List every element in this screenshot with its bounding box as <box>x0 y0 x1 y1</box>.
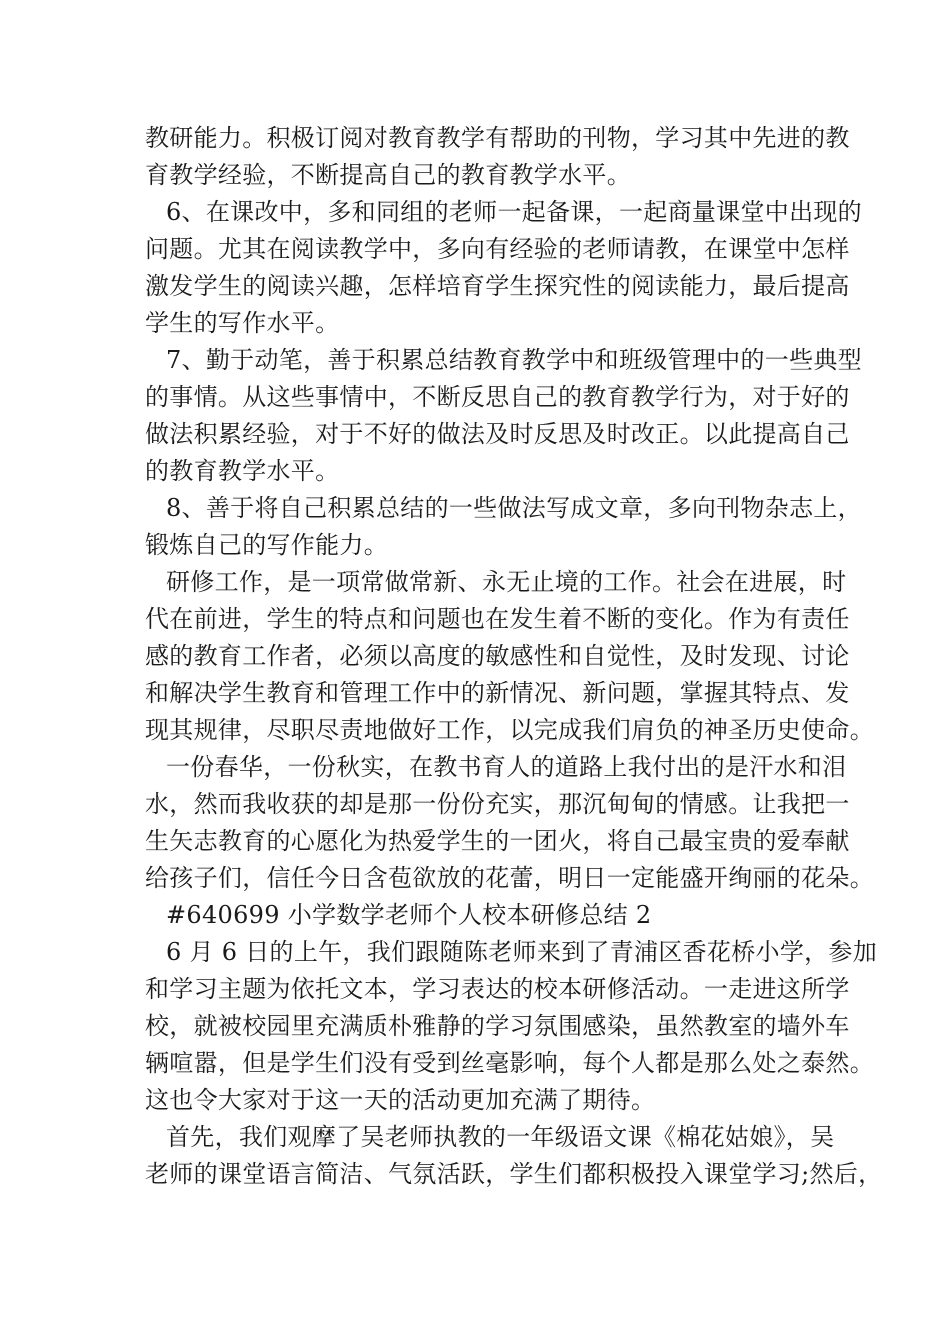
text-line: 首先，我们观摩了吴老师执教的一年级语文课《棉花姑娘》，吴 <box>166 1123 835 1151</box>
text-line: 这也令大家对于这一天的活动更加充满了期待。 <box>145 1086 656 1114</box>
text-line: 现其规律，尽职尽责地做好工作，以完成我们肩负的神圣历史使命。 <box>145 716 874 744</box>
text-line: 给孩子们，信任今日含苞欲放的花蕾，明日一定能盛开绚丽的花朵。 <box>145 864 874 892</box>
text-line: 的教育教学水平。 <box>145 457 340 485</box>
text-line: 一份春华，一份秋实，在教书育人的道路上我付出的是汗水和泪 <box>166 753 847 781</box>
text-line: 6 月 6 日的上午，我们跟随陈老师来到了青浦区香花桥小学，参加 <box>166 938 878 966</box>
text-line: 做法积累经验，对于不好的做法及时反思及时改正。以此提高自己 <box>145 420 850 448</box>
text-line: 和学习主题为依托文本，学习表达的校本研修活动。一走进这所学 <box>145 975 850 1003</box>
text-line: 8、善于将自己积累总结的一些做法写成文章，多向刊物杂志上， <box>166 494 862 522</box>
text-line: 辆喧嚣，但是学生们没有受到丝毫影响，每个人都是那么处之泰然。 <box>145 1049 874 1077</box>
text-line: 感的教育工作者，必须以高度的敏感性和自觉性，及时发现、讨论 <box>145 642 850 670</box>
text-line: 的事情。从这些事情中，不断反思自己的教育教学行为，对于好的 <box>145 383 850 411</box>
section-heading: #640699 小学数学老师个人校本研修总结 2 <box>166 901 652 929</box>
text-line: 生矢志教育的心愿化为热爱学生的一团火，将自己最宝贵的爱奉献 <box>145 827 850 855</box>
text-line: 问题。尤其在阅读教学中，多向有经验的老师请教，在课堂中怎样 <box>145 235 850 263</box>
text-line: 老师的课堂语言简洁、气氛活跃，学生们都积极投入课堂学习;然后， <box>145 1160 883 1188</box>
text-line: 6、在课改中，多和同组的老师一起备课，一起商量课堂中出现的 <box>166 198 862 226</box>
text-line: 激发学生的阅读兴趣，怎样培育学生探究性的阅读能力，最后提高 <box>145 272 850 300</box>
text-line: 教研能力。积极订阅对教育教学有帮助的刊物，学习其中先进的教 <box>145 124 850 152</box>
text-line: 学生的写作水平。 <box>145 309 340 337</box>
text-line: 育教学经验，不断提高自己的教育教学水平。 <box>145 161 631 189</box>
text-line: 校，就被校园里充满质朴雅静的学习氛围感染，虽然教室的墙外车 <box>145 1012 850 1040</box>
text-line: 研修工作，是一项常做常新、永无止境的工作。社会在进展，时 <box>166 568 847 596</box>
text-line: 和解决学生教育和管理工作中的新情况、新问题，掌握其特点、发 <box>145 679 850 707</box>
text-line: 锻炼自己的写作能力。 <box>145 531 388 559</box>
text-line: 7、勤于动笔，善于积累总结教育教学中和班级管理中的一些典型 <box>166 346 862 374</box>
text-line: 代在前进，学生的特点和问题也在发生着不断的变化。作为有责任 <box>145 605 850 633</box>
text-line: 水，然而我收获的却是那一份份充实，那沉甸甸的情感。让我把一 <box>145 790 850 818</box>
